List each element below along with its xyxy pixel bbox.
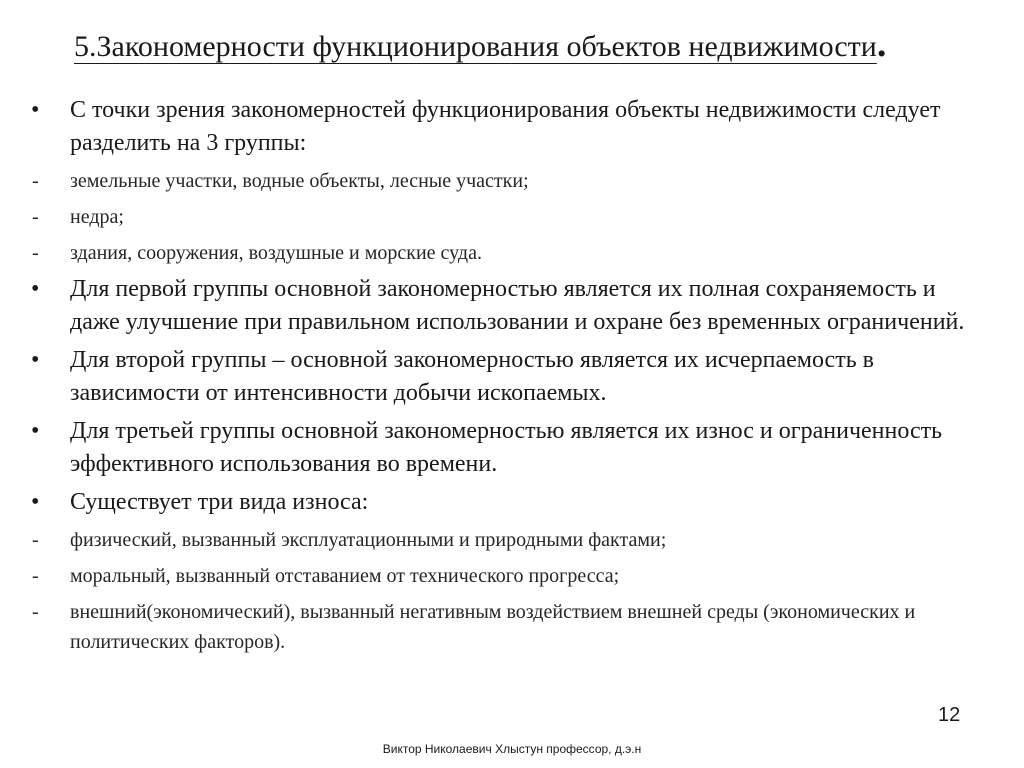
page-number: 12 xyxy=(938,704,961,726)
bullet-item xyxy=(30,415,990,481)
bullet-text: Для третьей группы основной закономерностью является их износ и ограниченность эффективного использования во времени. xyxy=(70,418,943,477)
bullet-text: Существует три вида износа: xyxy=(70,489,369,515)
bullet-marker: • xyxy=(31,418,40,444)
dash-text: здания, сооружения, воздушные и морские суда. xyxy=(70,242,482,264)
dash-marker: - xyxy=(32,206,39,228)
footer-author: Виктор Николаевич Хлыстун профессор, д.э.н xyxy=(382,742,642,756)
dash-marker: - xyxy=(32,601,39,623)
dash-item xyxy=(30,202,990,232)
slide-title-text: 5.Закономерности функционирования объектов недвижимости xyxy=(74,30,877,63)
slide-title xyxy=(74,24,1014,67)
bullet-text: Для первой группы основной закономерностью является их полная сохраняемость и даже улучшение при правильном использовании и охране без временных ограничений. xyxy=(70,276,965,335)
bullet-item xyxy=(30,344,990,410)
dash-text: недра; xyxy=(70,206,124,228)
dash-text: внешний(экономический), вызванный негативным воздействием внешней среды (экономических и политических факторов). xyxy=(70,601,916,653)
dash-item xyxy=(30,238,990,268)
dash-item xyxy=(30,525,990,555)
dash-marker: - xyxy=(32,529,39,551)
bullet-marker: • xyxy=(31,347,40,373)
bullet-text: Для второй группы – основной закономерностью является их исчерпаемость в зависимости от интенсивности добычи ископаемых. xyxy=(70,347,874,406)
bullet-text: С точки зрения закономерностей функционирования объекты недвижимости следует разделить на 3 группы: xyxy=(70,97,941,156)
bullet-item xyxy=(30,486,990,519)
slide-content xyxy=(30,94,990,657)
bullet-marker: • xyxy=(31,489,40,515)
bullet-item xyxy=(30,273,990,339)
dash-item xyxy=(30,166,990,196)
dash-marker: - xyxy=(32,565,39,587)
bullet-marker: • xyxy=(31,276,40,302)
dash-text: физический, вызванный эксплуатационными и природными фактами; xyxy=(70,529,667,551)
slide-title-period: . xyxy=(876,23,887,65)
dash-item xyxy=(30,597,990,657)
dash-marker: - xyxy=(32,242,39,264)
bullet-item xyxy=(30,94,990,160)
dash-item xyxy=(30,561,990,591)
dash-marker: - xyxy=(32,170,39,192)
dash-text: земельные участки, водные объекты, лесные участки; xyxy=(70,170,529,192)
bullet-marker: • xyxy=(31,97,40,123)
dash-text: моральный, вызванный отставанием от технического прогресса; xyxy=(70,565,620,587)
